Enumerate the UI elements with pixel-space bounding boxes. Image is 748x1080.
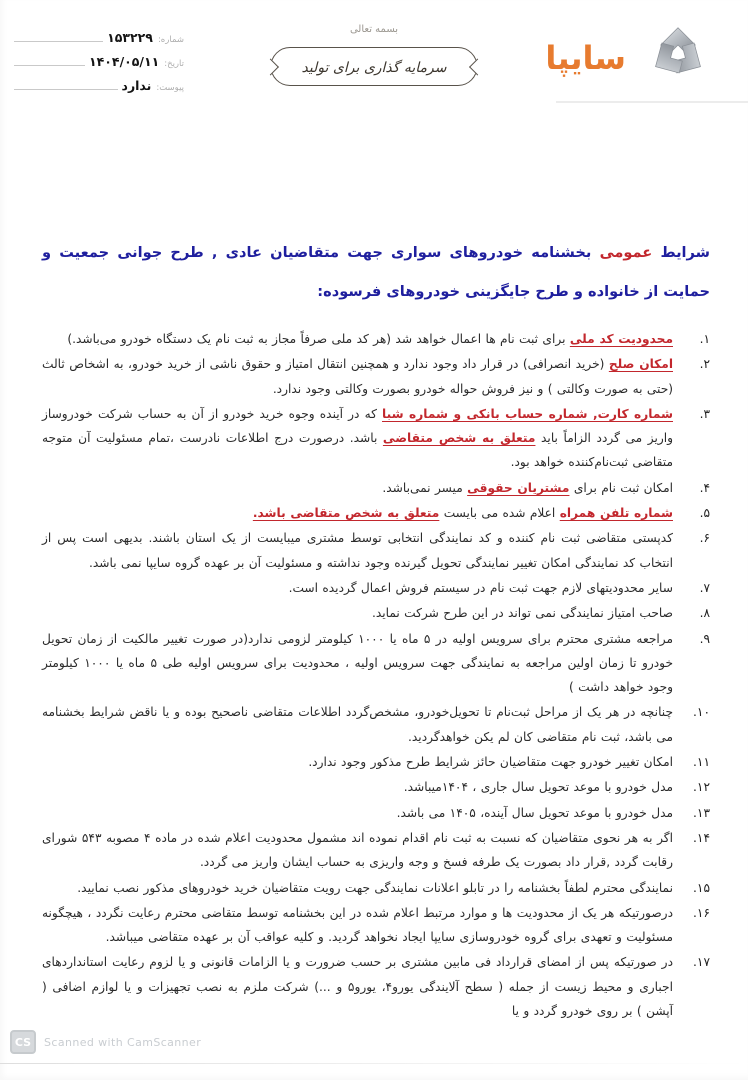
plain-phrase: امکان تغییر خودرو جهت متقاضیان حائز شرایط طرح مذکور وجود ندارد. <box>308 755 673 770</box>
number-value: ۱۵۳۲۲۹ <box>107 30 153 45</box>
camscanner-icon: CS <box>10 1030 36 1054</box>
document-title <box>42 233 710 311</box>
item-text <box>42 402 673 475</box>
header-center <box>270 24 477 86</box>
item-number: ۱۳. <box>693 805 710 820</box>
highlighted-phrase: محدودیت کد ملی <box>569 332 673 346</box>
plain-phrase: چنانچه در هر یک از مراحل ثبت‌نام تا تحویل‌خودرو، مشخص‌گردد اطلاعات متقاضی ناصحیح بوده و یا ناقض شرایط بخشنامه می باشد، ثبت نام متقاضی کان لم یکن خواهدگردید. <box>42 705 673 744</box>
item-text <box>42 700 673 749</box>
item-text <box>42 576 673 600</box>
plain-phrase: مراجعه مشتری محترم برای سرویس اولیه در ۵ ماه یا ۱۰۰۰ کیلومتر لزومی ندارد(در صورت تغییر مالکیت از زمان تحویل خودرو تا زمان اولین مراجعه به نمایندگی جهت سرویس اولیه ، محدودیت برای سرویس اولیه طی ۵ ماه یا ۱۰۰۰ کیلومتر وجود خواهد داشت ) <box>42 631 673 695</box>
condition-item <box>42 352 710 401</box>
item-text <box>42 501 673 525</box>
item-text <box>42 327 673 351</box>
item-text <box>42 950 673 1023</box>
plain-phrase: درصورتیکه هر یک از محدودیت ها و موارد مرتبط اعلام شده در این بخشنامه توسط متقاضی محترم رعایت نگردد ، هیچگونه مسئولیت و تعهدی برای گروه خودروسازی سایپا ایجاد نخواهد گردید. و کلیه عواقب آن بر عهده متقاضی میباشد. <box>42 905 673 945</box>
item-number: ۱۴. <box>693 830 710 845</box>
item-text <box>42 352 673 401</box>
condition-item <box>42 627 710 700</box>
condition-item <box>42 476 710 500</box>
item-text <box>42 526 673 575</box>
letter-meta <box>14 30 184 102</box>
title-highlight: عمومی <box>599 244 653 261</box>
item-text <box>42 775 673 799</box>
meta-underline <box>14 79 118 90</box>
item-number: ۲. <box>699 357 710 372</box>
item-number: ۳. <box>699 406 710 421</box>
plain-phrase: امکان ثبت نام برای <box>569 480 673 495</box>
plain-phrase: مدل خودرو با موعد تحویل سال جاری ، ۱۴۰۴میباشد. <box>403 780 673 795</box>
item-number: ۱۰. <box>693 705 710 720</box>
condition-item <box>42 576 710 600</box>
plain-phrase: کدپستی متقاضی ثبت نام کننده و کد نمایندگی انتخابی توسط مشتری میبایست از یک استان باشند. بدیهی است پس از انتخاب کد نمایندگی امکان تغییر نمایندگی تحویل گیرنده وجود نداشته و مسئولیت آن بر عهده گروه سایپا نمی باشد. <box>42 531 673 570</box>
meta-underline <box>14 31 103 42</box>
document-body <box>42 233 710 1024</box>
condition-item <box>42 775 710 799</box>
condition-item <box>42 327 710 351</box>
item-number: ۹. <box>699 631 710 646</box>
item-number: ۴. <box>699 480 710 495</box>
camscanner-label: Scanned with CamScanner <box>44 1035 202 1049</box>
condition-item <box>42 526 710 575</box>
item-number: ۵. <box>699 506 710 521</box>
item-number: ۶. <box>699 531 710 546</box>
item-text <box>42 876 673 900</box>
conditions-list <box>42 327 710 1023</box>
number-label: شماره: <box>157 35 184 45</box>
highlighted-phrase: شماره تلفن همراه <box>559 506 673 521</box>
highlighted-phrase: مشتریان حقوقی <box>467 480 570 495</box>
saipa-wordmark: سایپا <box>545 39 626 77</box>
item-number: ۱. <box>699 332 710 346</box>
plain-phrase: نمایندگی محترم لطفاً بخشنامه را در تابلو اعلانات نمایندگی جهت رویت متقاضیان خرید خودروهای مذکور نصب نمایید. <box>77 880 673 895</box>
condition-item <box>42 750 710 774</box>
meta-row-date <box>14 54 184 69</box>
condition-item <box>42 901 710 950</box>
item-number: ۸. <box>699 606 710 621</box>
item-text <box>42 601 673 625</box>
highlighted-phrase: متعلق به شخص متقاضی <box>382 431 536 446</box>
year-slogan-cartouche <box>270 47 477 86</box>
scan-page-edge <box>0 1063 748 1065</box>
item-number: ۱۵. <box>693 880 710 895</box>
date-value: ۱۴۰۴/۰۵/۱۱ <box>89 54 160 69</box>
meta-row-attachment <box>14 78 184 93</box>
condition-item <box>42 501 710 525</box>
item-number: ۱۲. <box>693 780 710 795</box>
title-text: شرایط <box>652 244 710 261</box>
condition-item <box>42 876 710 900</box>
plain-phrase: میسر نمی‌باشد. <box>382 480 468 495</box>
condition-item <box>42 826 710 875</box>
condition-item <box>42 950 710 1023</box>
plain-phrase: صاحب امتیاز نمایندگی نمی تواند در این طرح شرکت نماید. <box>371 606 673 621</box>
meta-underline <box>14 55 85 66</box>
plain-phrase: که در آینده وجوه خرید خودرو از آن به حساب شرکت خودروساز واریز می گردد الزاماً باید <box>42 406 673 446</box>
saipa-emblem-icon <box>642 26 714 90</box>
item-text <box>42 476 673 500</box>
item-text <box>42 801 673 825</box>
plain-phrase: مدل خودرو با موعد تحویل سال آینده، ۱۴۰۵ می باشد. <box>396 805 673 820</box>
plain-phrase: باشد. درصورت درج اطلاعات نادرست ،تمام مسئولیت آن متوجه متقاضی ثبت‌نام‌کننده خواهد بود. <box>42 431 673 470</box>
saipa-logo <box>545 26 714 90</box>
item-text <box>42 627 673 700</box>
meta-row-number <box>14 30 184 45</box>
item-text <box>42 826 673 875</box>
highlighted-phrase: امکان صلح <box>608 357 673 372</box>
highlighted-phrase: متعلق به شخص متقاضی باشد. <box>252 506 440 521</box>
condition-item <box>42 700 710 749</box>
highlighted-phrase: شماره کارت, شماره حساب بانکی و شماره شبا <box>382 406 673 421</box>
condition-item <box>42 402 710 475</box>
camscanner-watermark <box>10 1030 201 1054</box>
title-text: بخشنامه خودروهای سواری جهت متقاضیان عادی , طرح جوانی جمعیت و حمایت از خانواده و طرح جایگزینی خودروهای فرسوده: <box>42 244 710 300</box>
bismillah-text: بسمه تعالی <box>349 24 399 35</box>
item-number: ۱۶. <box>693 905 710 920</box>
item-number: ۱۱. <box>693 755 710 770</box>
plain-phrase: برای ثبت نام ها اعمال خواهد شد (هر کد ملی صرفاً مجاز به ثبت نام یک دستگاه خودرو می‌باشد.) <box>67 332 570 346</box>
condition-item <box>42 801 710 825</box>
item-number: ۱۷. <box>693 955 710 970</box>
date-label: تاریخ: <box>164 59 184 69</box>
plain-phrase: اعلام شده می بایست <box>439 506 560 521</box>
plain-phrase: (خرید انصرافی) در قرار داد وجود ندارد و همچنین انتقال امتیاز و حقوق ناشی از خرید خودرو، به اشخاص ثالث (حتی به صورت وکالتی ) و نیز فروش حواله خودرو بصورت وکالتی وجود ندارد. <box>42 357 673 396</box>
item-text <box>42 901 673 950</box>
condition-item <box>42 601 710 625</box>
header-divider <box>556 101 748 103</box>
year-slogan-text: سرمایه گذاری برای تولید <box>301 60 447 76</box>
item-number: ۷. <box>699 580 710 595</box>
plain-phrase: در صورتیکه پس از امضای قرارداد فی مابین مشتری بر حسب ضرورت و یا الزامات قانونی و یا لزوم رعایت استانداردهای اجباری و محیط زیست از جمله ( سطح آلایندگی یورو۴، یورو۵ و ...) شرکت ملزم به نصب تجهیزات و یا لوازم اضافی ( آپشن ) بر روی خودرو گردد و یا <box>42 955 673 1019</box>
attachment-label: پیوست: <box>156 83 184 93</box>
plain-phrase: اگر به هر نحوی متقاضیان که نسبت به ثبت نام اقدام نموده اند مشمول محدودیت اعلام شده در ماده ۴ مصوبه ۵۴۳ شورای رقابت گردد ,قرار داد بصورت یک طرفه فسخ و وجه واریزی به حساب ایشان واریز می گردد. <box>42 830 673 870</box>
plain-phrase: سایر محدودیتهای لازم جهت ثبت نام در سیستم فروش اعمال گردیده است. <box>288 580 673 595</box>
attachment-value: ندارد <box>121 78 152 93</box>
item-text <box>42 750 673 774</box>
